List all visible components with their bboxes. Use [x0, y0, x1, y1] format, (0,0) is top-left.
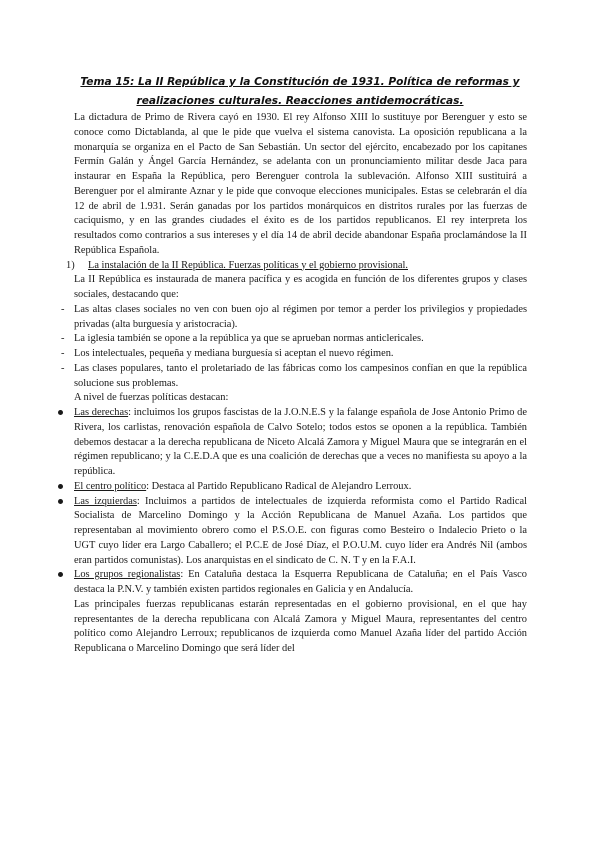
- list-item: - Las altas clases sociales no ven con buen ojo al régimen por temor a perder los privilegios y propiedades privadas (alta burguesía y aristocracia).: [61, 303, 527, 330]
- section-heading-text: La instalación de la II República. Fuerzas políticas y el gobierno provisional.: [88, 259, 408, 271]
- dash-marker: -: [61, 303, 65, 315]
- dash-marker: -: [61, 362, 65, 374]
- document-title: Tema 15: La II República y la Constitución de 1931. Política de reformas y realizaciones culturales. Reacciones antidemocráticas.: [80, 76, 520, 107]
- bullet-marker: [58, 410, 63, 415]
- bullet-marker: [58, 572, 63, 577]
- dash-marker: -: [61, 348, 65, 359]
- social-groups-list: [61, 303, 527, 392]
- forces-lead: A nivel de fuerzas políticas destacan:: [74, 392, 229, 404]
- list-item: Las izquierdas: Incluimos a partidos de intelectuales de izquierda reformista como el Partido Radical Socialista de Marcelino Domingo y la Acción Republicana de Manuel Azaña. Los partidos que representaban al movimiento obrero como el P.S.O.E. con figuras como Besteiro o Indalecio Prieto o la UGT cuyo líder era Largo Caballero; el P.C.E de José Díaz, el P.O.U.M. cuyo líder era Andrés Nil (ambos eran partidos comunistas). Los anarquistas en el sindicato de C. N. T y en la F.A.I.: [74, 495, 527, 569]
- closing-paragraph: Las principales fuerzas republicanas estarán representadas en el gobierno provisional, en el que hay representantes de la derecha republicana con Alcalá Zamora y Miguel Maura, representantes del centro político como Alejandro Lerroux; republicanos de izquierda como Manuel Azaña líder del partido Acción Republicana o Marcelino Domingo que será líder del: [74, 598, 527, 654]
- list-item: El centro político: Destaca al Partido Republicano Radical de Alejandro Lerroux.: [74, 480, 527, 495]
- dash-marker: -: [61, 333, 65, 345]
- list-item: Los grupos regionalistas: En Cataluña destaca la Esquerra Republicana de Cataluña; en el País Vasco destaca la P.N.V. y también existen partidos regionales en Galicia y en Andalucía.: [74, 568, 527, 598]
- list-item: - Las clases populares, tanto el proletariado de las fábricas como los campesinos confían en que la república solucione sus problemas.: [61, 362, 527, 389]
- list-item: - Los intelectuales, pequeña y mediana burguesía si aceptan el nuevo régimen.: [74, 347, 527, 362]
- section-lead: La II República es instaurada de manera pacífica y es acogida en función de los diferentes grupos y clases sociales, destacando que:: [74, 274, 527, 300]
- section-number: 1): [66, 259, 75, 271]
- section-heading: [66, 259, 527, 274]
- political-forces-list: [74, 406, 527, 598]
- list-item: - La iglesia también se opone a la república ya que se aprueban normas anticlericales.: [74, 332, 527, 347]
- bullet-marker: [58, 499, 63, 504]
- intro-paragraph: La dictadura de Primo de Rivera cayó en 1930. El rey Alfonso XIII lo sustituye por Berenguer y esto se conoce como Dictablanda, al que le pide que vuelva el sistema canovista. La oposición republicana a la monarquía se organiza en el Pacto de San Sebastián. Un sector del ejército, encabezado por los capitanes Fermín Galán y Ángel García Hernández, se adelanta con un pronunciamiento militar desde Jaca para instaurar en España la República, pero Berenguer controla la sublevación. Alfonso XIII sustituirá a Berenguer por el almirante Aznar y le pide que convoque elecciones municipales. Estas se celebrarán el día 12 de abril de 1.931. Serán ganadas por los partidos monárquicos en distritos rurales por las fuerzas de caciquismo, y en las grandes ciudades el éxito es de los partidos republicanos. El rey interpreta los resultados como contrarios a sus intereses y el día 14 de abril decide abandonar España proclamándose la II República Española.: [74, 112, 527, 256]
- bullet-marker: [58, 484, 63, 489]
- list-item: Las derechas: incluimos los grupos fascistas de la J.O.N.E.S y la falange española de Jose Antonio Primo de Rivera, los carlistas, renovación española de Calvo Sotelo; todos estos se oponen a la república. También debemos destacar a la derecha republicana de Niceto Alcalá Zamora y Miguel Maura que se integrarán en el régimen republicano; y la C.E.D.A que es una coalición de derechas que a veces no manifiesta su apoyo a la república.: [74, 406, 527, 480]
- document-body: [61, 111, 527, 657]
